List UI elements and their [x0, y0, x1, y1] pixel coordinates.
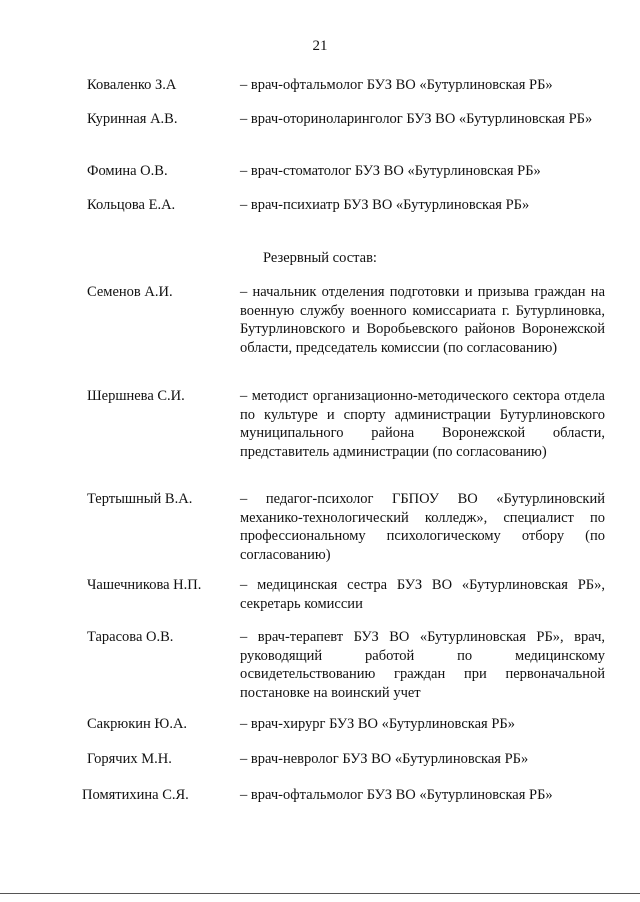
reserve-role-text: методист организационно-методического сектора отдела по культуре и спорту администрации Бутурлиновского муниципального района Воронежской области, представитель администрации (по согласованию)	[240, 388, 605, 460]
member-role-text: врач-офтальмолог БУЗ ВО «Бутурлиновская РБ»	[250, 77, 553, 93]
reserve-name: Чашечникова Н.П.	[87, 577, 202, 593]
reserve-role-text: врач-хирург БУЗ ВО «Бутурлиновская РБ»	[250, 716, 515, 732]
reserve-role	[240, 750, 605, 769]
dash: –	[240, 284, 248, 300]
reserve-role	[240, 715, 605, 734]
reserve-name: Тертышный В.А.	[87, 491, 193, 507]
dash: –	[240, 197, 248, 213]
bottom-divider	[0, 893, 640, 894]
member-role	[240, 196, 605, 215]
dash: –	[240, 491, 248, 507]
reserve-name: Тарасова О.В.	[87, 629, 174, 645]
member-role	[240, 110, 605, 129]
dash: –	[240, 716, 248, 732]
reserve-role-text: начальник отделения подготовки и призыва граждан на военную службу военного комиссариата г. Бутурлиновка, Бутурлиновского и Воробьевского районов Воронежской области, председатель комиссии (по согласованию)	[240, 284, 606, 356]
reserve-name: Помятихина С.Я.	[82, 787, 189, 803]
member-role	[240, 76, 605, 95]
dash: –	[240, 388, 248, 404]
reserve-name: Сакрюкин Ю.А.	[87, 716, 188, 732]
reserve-role	[240, 628, 605, 702]
reserve-name: Горячих М.Н.	[87, 751, 172, 767]
reserve-name: Шершнева С.И.	[87, 388, 185, 404]
dash: –	[240, 577, 248, 593]
reserve-role	[240, 283, 605, 357]
member-name: Коваленко З.А	[87, 77, 177, 93]
member-role	[240, 162, 605, 181]
member-role-text: врач-оториноларинголог БУЗ ВО «Бутурлиновская РБ»	[250, 111, 593, 127]
member-role-text: врач-стоматолог БУЗ ВО «Бутурлиновская РБ»	[250, 163, 541, 179]
reserve-role	[240, 786, 605, 805]
page-number: 21	[312, 38, 328, 54]
member-name: Кольцова Е.А.	[87, 197, 176, 213]
reserve-role-text: врач-невролог БУЗ ВО «Бутурлиновская РБ»	[250, 751, 529, 767]
dash: –	[240, 163, 248, 179]
reserve-name: Семенов А.И.	[87, 284, 173, 300]
dash: –	[240, 751, 248, 767]
reserve-role-text: педагог-психолог ГБПОУ ВО «Бутурлиновский механико-технологический колледж», специалист по профессиональному психологическому отбору (по согласованию)	[240, 491, 605, 563]
dash: –	[240, 77, 248, 93]
member-role-text: врач-психиатр БУЗ ВО «Бутурлиновская РБ»	[250, 197, 530, 213]
member-name: Куринная А.В.	[87, 111, 178, 127]
reserve-role	[240, 490, 605, 564]
dash: –	[240, 787, 248, 803]
reserve-heading: Резервный состав:	[263, 250, 377, 266]
reserve-role-text: врач-терапевт БУЗ ВО «Бутурлиновская РБ», врач, руководящий работой по медицинскому освидетельствованию граждан при первоначальной постановке на воинский учет	[240, 629, 605, 701]
reserve-role	[240, 576, 605, 613]
reserve-role-text: врач-офтальмолог БУЗ ВО «Бутурлиновская РБ»	[250, 787, 553, 803]
reserve-role	[240, 387, 605, 461]
member-name: Фомина О.В.	[87, 163, 168, 179]
dash: –	[240, 111, 248, 127]
dash: –	[240, 629, 248, 645]
reserve-role-text: медицинская сестра БУЗ ВО «Бутурлиновская РБ», секретарь комиссии	[240, 577, 605, 612]
